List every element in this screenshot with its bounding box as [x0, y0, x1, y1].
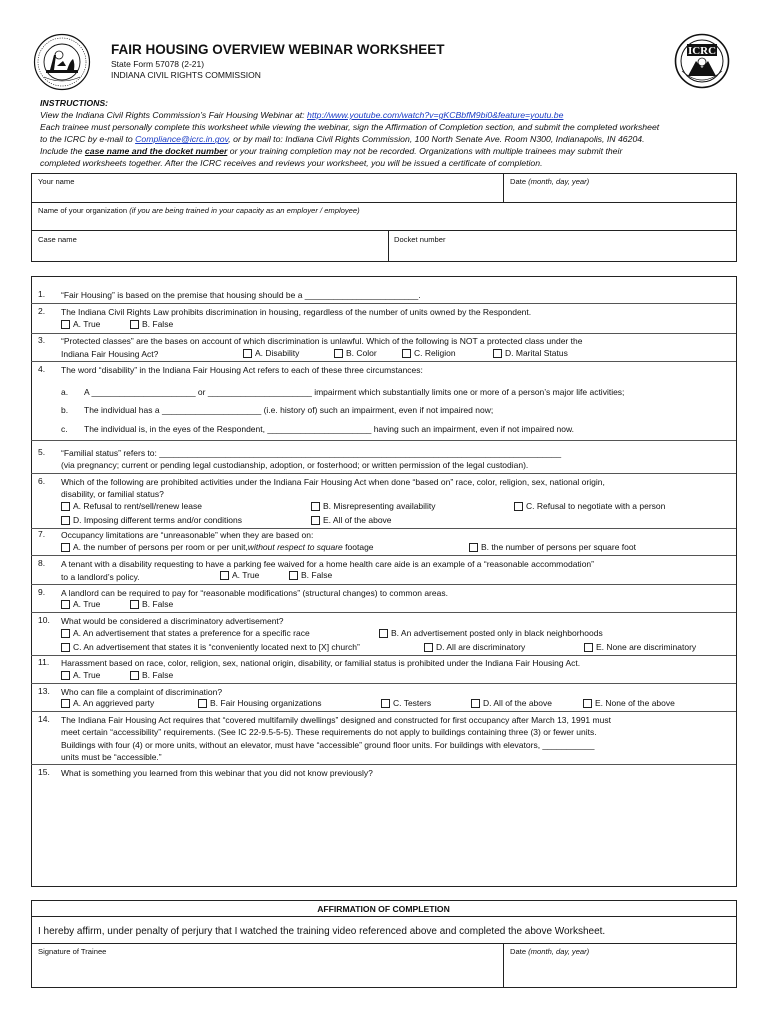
case-docket-emphasis: case name and the docket number: [84, 146, 228, 157]
checkbox[interactable]: [61, 699, 70, 708]
divider: [31, 683, 736, 684]
q1-text: “Fair Housing” is based on the premise that housing should be a ________________________.: [61, 290, 421, 300]
q6-option-c[interactable]: [514, 501, 665, 511]
webinar-link[interactable]: http://www.youtube.com/watch?v=gKCBbfM9bi0&feature=youtu.be: [307, 110, 564, 121]
organization-label: Name of your organization: [38, 206, 130, 215]
q14-text2: meet certain “accessibility” requirements. (See IC 22-9.5-5-5). These requirements do not apply to buildings containing three (3) or fewer units.: [61, 727, 597, 737]
divider: [31, 473, 736, 474]
q6-option-e[interactable]: [311, 515, 392, 525]
signature-field[interactable]: Signature of Trainee: [38, 947, 107, 956]
checkbox[interactable]: [402, 349, 411, 358]
divider: [31, 584, 736, 585]
q13-a-label: A. An aggrieved party: [73, 698, 155, 708]
q7-a-label-3: footage: [342, 542, 374, 552]
q13-c-label: C. Testers: [393, 698, 432, 708]
q5-number: 5.: [38, 447, 46, 457]
checkbox[interactable]: [424, 643, 433, 652]
checkbox[interactable]: [130, 671, 139, 680]
q4-b-text: The individual has a _____________________ (i.e. history of) such an impairment, even if not impaired now;: [84, 405, 494, 415]
checkbox[interactable]: [289, 571, 298, 580]
q4-a-text: A ______________________ or ______________________ impairment which substantially limits one or more of a person’s major life activities;: [84, 387, 625, 397]
q14-text: The Indiana Fair Housing Act requires that “covered multifamily dwellings” designed and constructed for first occupancy after March 13, 1991 must: [61, 715, 611, 725]
instructions-line4a: Include the: [40, 146, 85, 157]
q10-option-c[interactable]: [61, 642, 360, 652]
q8-b-label: B. False: [301, 570, 333, 580]
affirmation-date-field[interactable]: [510, 947, 589, 956]
q10-e-label: E. None are discriminatory: [596, 642, 697, 652]
q9-text: A landlord can be required to pay for “reasonable modifications” (structural changes) to common areas.: [61, 588, 448, 598]
identification-fields: [31, 173, 737, 262]
q10-c-label: C. An advertisement that states it is “conveniently located next to [X] church”: [73, 642, 360, 652]
q3-a-label: A. Disability: [255, 348, 300, 358]
q7-number: 7.: [38, 529, 46, 539]
q4-number: 4.: [38, 364, 46, 374]
email-link[interactable]: Compliance@icrc.in.gov: [135, 134, 229, 145]
q3-d-label: D. Marital Status: [505, 348, 568, 358]
instructions-line5: completed worksheets together. After the ICRC receives and reviews your worksheet, you will be issued a certificate of completion.: [40, 158, 543, 169]
instructions-line3b: , or by mail to: Indiana Civil Rights Commission, 100 North Senate Ave. Room N300, Indianapolis, IN 46204.: [228, 134, 645, 145]
q11-option-b[interactable]: [130, 670, 173, 680]
logo-text: ICRC: [687, 45, 717, 57]
q11-option-a[interactable]: [61, 670, 100, 680]
q1-number: 1.: [38, 289, 46, 299]
form-title: FAIR HOUSING OVERVIEW WEBINAR WORKSHEET: [111, 42, 445, 57]
q2-option-a[interactable]: [61, 319, 100, 329]
state-form-number: State Form 57078 (2-21): [111, 59, 205, 69]
q13-e-label: E. None of the above: [595, 698, 675, 708]
divider: [31, 612, 736, 613]
checkbox[interactable]: [220, 571, 229, 580]
q3-c-label: C. Religion: [414, 348, 456, 358]
divider: [31, 943, 737, 944]
q15-answer-area[interactable]: [61, 782, 729, 882]
date-field[interactable]: [510, 177, 589, 186]
q3-number: 3.: [38, 335, 46, 345]
indiana-state-seal: [33, 33, 91, 91]
q14-text4: units must be “accessible.”: [61, 752, 162, 762]
q4-text: The word “disability” in the Indiana Fair Housing Act refers to each of these three circumstances:: [61, 365, 423, 375]
checkbox[interactable]: [381, 699, 390, 708]
q8-number: 8.: [38, 558, 46, 568]
checkbox[interactable]: [198, 699, 207, 708]
q6-option-b[interactable]: [311, 501, 435, 511]
q10-b-label: B. An advertisement posted only in black neighborhoods: [391, 628, 603, 638]
q10-number: 10.: [38, 615, 50, 625]
q10-text: What would be considered a discriminatory advertisement?: [61, 616, 284, 626]
q6-text: Which of the following are prohibited activities under the Indiana Fair Housing Act when done “based on” race, color, religion, sex, national origin,: [61, 477, 605, 487]
q10-a-label: A. An advertisement that states a preference for a specific race: [73, 628, 310, 638]
q7-option-b[interactable]: [469, 542, 636, 552]
affirmation-statement: I hereby affirm, under penalty of perjury that I watched the training video referenced above and completed the above Worksheet.: [38, 926, 606, 937]
case-name-field[interactable]: Case name: [38, 235, 77, 244]
q11-number: 11.: [38, 657, 50, 667]
divider: [31, 711, 736, 712]
q4-c-text: The individual is, in the eyes of the Respondent, ______________________ having such an impairment, even if not impaired now.: [84, 424, 575, 434]
q10-option-a[interactable]: [61, 628, 310, 638]
q9-option-b[interactable]: [130, 599, 173, 609]
q3-text2: Indiana Fair Housing Act?: [61, 349, 159, 359]
divider: [31, 230, 737, 231]
q7-b-label: B. the number of persons per square foot: [481, 542, 636, 552]
q6-text2: disability, or familial status?: [61, 489, 164, 499]
q13-text: Who can file a complaint of discrimination?: [61, 687, 223, 697]
q8-option-a[interactable]: [220, 570, 259, 580]
checkbox[interactable]: [311, 502, 320, 511]
checkbox[interactable]: [584, 643, 593, 652]
instructions-heading: INSTRUCTIONS:: [40, 98, 109, 108]
q13-option-e[interactable]: [583, 698, 675, 708]
q10-d-label: D. All are discriminatory: [436, 642, 526, 652]
checkbox[interactable]: [493, 349, 502, 358]
q4-a-letter: a.: [61, 387, 69, 397]
checkbox[interactable]: [379, 629, 388, 638]
checkbox[interactable]: [61, 671, 70, 680]
agency-name: INDIANA CIVIL RIGHTS COMMISSION: [111, 70, 261, 80]
checkbox[interactable]: [61, 516, 70, 525]
date-label: Date: [510, 177, 529, 186]
q7-option-a[interactable]: [61, 542, 374, 552]
q6-a-label: A. Refusal to rent/sell/renew lease: [73, 501, 202, 511]
q11-a-label: A. True: [73, 670, 101, 680]
instructions-line3a: to the ICRC by e-mail to: [40, 134, 136, 145]
q11-b-label: B. False: [142, 670, 174, 680]
checkbox[interactable]: [61, 320, 70, 329]
divider: [503, 173, 504, 202]
divider: [388, 230, 389, 262]
q6-option-a[interactable]: [61, 501, 202, 511]
organization-hint: (if you are being trained in your capacity as an employer / employee): [129, 206, 360, 215]
checkbox[interactable]: [61, 629, 70, 638]
q6-b-label: B. Misrepresenting availability: [323, 501, 436, 511]
q3-option-b[interactable]: [334, 348, 377, 358]
q13-option-b[interactable]: [198, 698, 322, 708]
affirmation-date-label: Date: [510, 947, 529, 956]
q2-number: 2.: [38, 306, 46, 316]
organization-field[interactable]: [38, 206, 360, 215]
q4-b-letter: b.: [61, 405, 69, 415]
checkbox[interactable]: [334, 349, 343, 358]
q13-option-a[interactable]: [61, 698, 154, 708]
q6-c-label: C. Refusal to negotiate with a person: [526, 501, 666, 511]
icrc-logo: [674, 33, 730, 89]
q3-b-label: B. Color: [346, 348, 377, 358]
q15-number: 15.: [38, 767, 50, 777]
q7-a-label-2: without respect to square: [247, 542, 343, 552]
checkbox[interactable]: [61, 643, 70, 652]
q10-option-b[interactable]: [379, 628, 603, 638]
instructions-line1: View the Indiana Civil Rights Commission’s Fair Housing Webinar at:: [40, 110, 308, 121]
q13-number: 13.: [38, 686, 50, 696]
q15-text: What is something you learned from this webinar that you did not know previously?: [61, 768, 373, 778]
q14-text3: Buildings with four (4) or more units, without an elevator, must have “accessible” ground floor units. For buildings with elevators, ___________: [61, 740, 595, 750]
q2-a-label: A. True: [73, 319, 101, 329]
divider: [31, 555, 736, 556]
affirmation-title: AFFIRMATION OF COMPLETION: [317, 904, 450, 914]
docket-number-field[interactable]: Docket number: [394, 235, 446, 244]
q5-text: “Familial status” refers to: _____________________________________________________________________________________: [61, 448, 562, 458]
divider: [31, 916, 737, 917]
q6-option-d[interactable]: [61, 515, 242, 525]
q8-option-b[interactable]: [289, 570, 332, 580]
q9-number: 9.: [38, 587, 46, 597]
date-hint: (month, day, year): [528, 177, 590, 186]
divider: [31, 764, 736, 765]
q7-a-label-1: A. the number of persons per room or per unit,: [73, 542, 248, 552]
q8-text: A tenant with a disability requesting to have a parking fee waived for a home health care aide is an example of a “reasonable accommodation”: [61, 559, 594, 569]
divider: [31, 333, 736, 334]
q14-number: 14.: [38, 714, 50, 724]
q4-c-letter: c.: [61, 424, 68, 434]
q13-option-d[interactable]: [471, 698, 552, 708]
q5-text2: (via pregnancy; current or pending legal custodianship, adoption, or fosterhood; or written permission of the legal custodian).: [61, 460, 529, 470]
q10-option-e[interactable]: [584, 642, 696, 652]
checkbox[interactable]: [514, 502, 523, 511]
q9-a-label: A. True: [73, 599, 101, 609]
q9-b-label: B. False: [142, 599, 174, 609]
instructions-line2: Each trainee must personally complete this worksheet while viewing the webinar, sign the Affirmation of Completion section, and submit the completed worksheet: [40, 122, 660, 133]
q3-option-d[interactable]: [493, 348, 568, 358]
instructions-block: [40, 97, 736, 170]
checkbox[interactable]: [469, 543, 478, 552]
divider: [31, 202, 737, 203]
checkbox[interactable]: [61, 543, 70, 552]
q13-d-label: D. All of the above: [483, 698, 552, 708]
checkbox[interactable]: [130, 320, 139, 329]
q3-option-c[interactable]: [402, 348, 456, 358]
checkbox[interactable]: [243, 349, 252, 358]
divider: [31, 655, 736, 656]
q3-option-a[interactable]: [243, 348, 299, 358]
q8-a-label: A. True: [232, 570, 260, 580]
checkbox[interactable]: [61, 502, 70, 511]
q6-number: 6.: [38, 476, 46, 486]
divider: [503, 943, 504, 988]
instructions-line4b: or your training completion may not be recorded. Organizations with multiple trainees may submit their: [227, 146, 623, 157]
divider: [31, 303, 736, 304]
q13-option-c[interactable]: [381, 698, 431, 708]
affirmation-date-hint: (month, day, year): [528, 947, 590, 956]
checkbox[interactable]: [583, 699, 592, 708]
q6-d-label: D. Imposing different terms and/or conditions: [73, 515, 242, 525]
q10-option-d[interactable]: [424, 642, 525, 652]
checkbox[interactable]: [311, 516, 320, 525]
q2-option-b[interactable]: [130, 319, 173, 329]
checkbox[interactable]: [61, 600, 70, 609]
q2-b-label: B. False: [142, 319, 174, 329]
divider: [31, 361, 736, 362]
checkbox[interactable]: [471, 699, 480, 708]
q9-option-a[interactable]: [61, 599, 100, 609]
q6-e-label: E. All of the above: [323, 515, 392, 525]
q3-text: “Protected classes” are the bases on account of which discrimination is unlawful. Which of the following is NOT a protected class under the: [61, 336, 583, 346]
your-name-field[interactable]: Your name: [38, 177, 75, 186]
q8-text2: to a landlord’s policy.: [61, 572, 140, 582]
divider: [31, 440, 736, 441]
q2-text: The Indiana Civil Rights Law prohibits discrimination in housing, regardless of the number of units owned by the Respondent.: [61, 307, 532, 317]
q11-text: Harassment based on race, color, religion, sex, national origin, disability, or familial status is prohibited under the Indiana Fair Housing Act.: [61, 658, 581, 668]
q13-b-label: B. Fair Housing organizations: [210, 698, 322, 708]
checkbox[interactable]: [130, 600, 139, 609]
q7-text: Occupancy limitations are “unreasonable” when they are based on:: [61, 530, 314, 540]
